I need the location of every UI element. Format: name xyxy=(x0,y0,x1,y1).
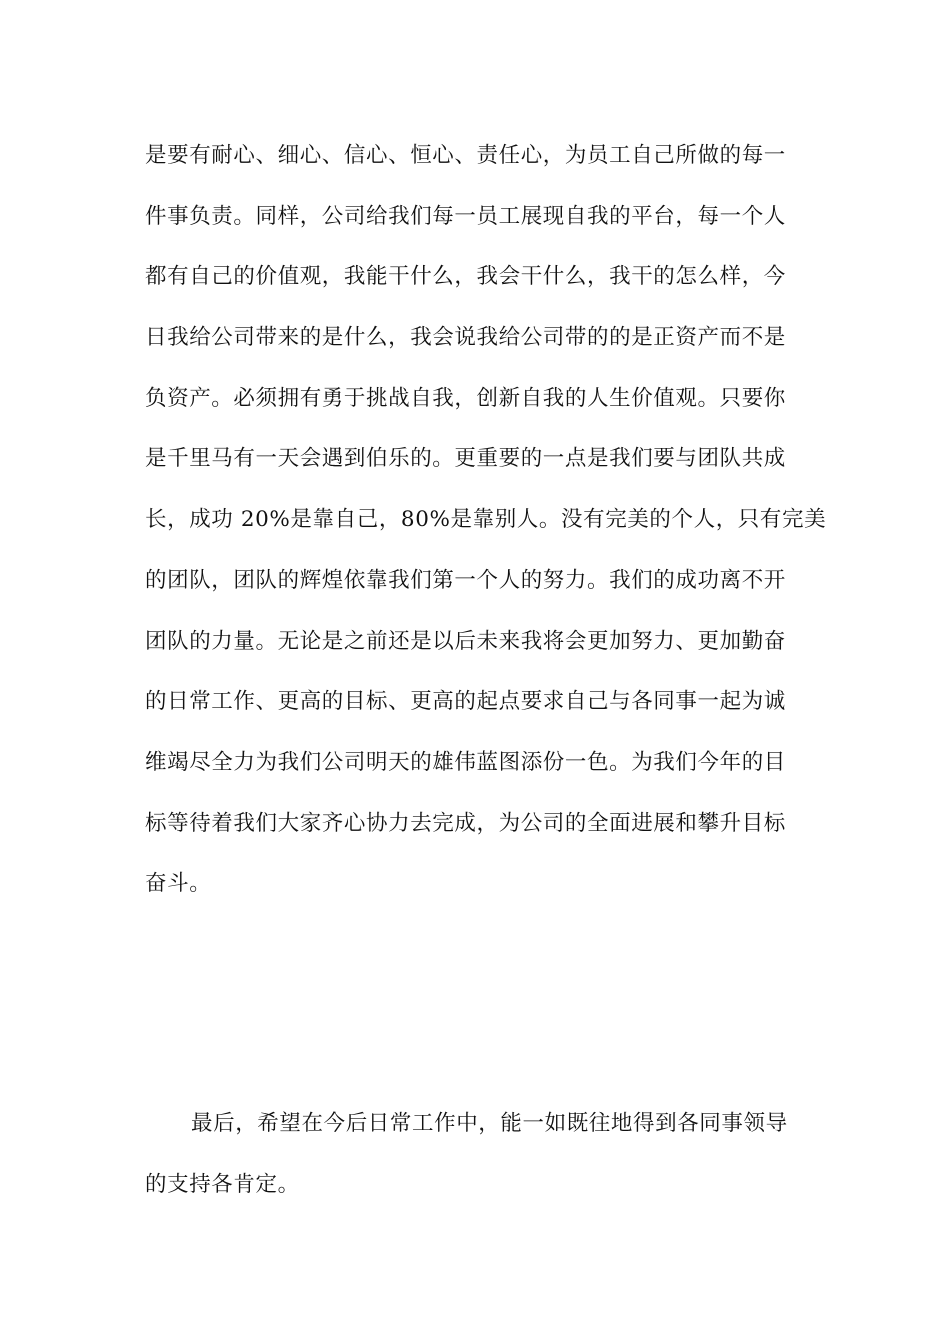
text-line: 团队的力量。无论是之前还是以后未来我将会更加努力、更加勤奋 xyxy=(145,628,786,654)
text-line: 长，成功 20%是靠自己，80%是靠别人。没有完美的个人，只有完美 xyxy=(145,507,827,533)
text-line: 的支持各肯定。 xyxy=(145,1171,300,1197)
paragraph-1 xyxy=(145,126,827,915)
text-line: 负资产。必须拥有勇于挑战自我，创新自我的人生价值观。只要你 xyxy=(145,385,786,411)
paragraph-2 xyxy=(145,1094,815,1215)
text-line: 是要有耐心、细心、信心、恒心、责任心，为员工自己所做的每一 xyxy=(145,143,786,168)
text-line: 维竭尽全力为我们公司明天的雄伟蓝图添份一色。为我们今年的目 xyxy=(145,749,786,775)
text-line: 件事负责。同样，公司给我们每一员工展现自我的平台，每一个人 xyxy=(145,203,786,229)
text-line: 最后，希望在今后日常工作中，能一如既往地得到各同事领导 xyxy=(191,1111,788,1136)
text-line: 的日常工作、更高的目标、更高的起点要求自己与各同事一起为诚 xyxy=(145,689,786,715)
text-line: 都有自己的价值观，我能干什么，我会干什么，我干的怎么样，今 xyxy=(145,264,786,290)
text-line: 是千里马有一天会遇到伯乐的。更重要的一点是我们要与团队共成 xyxy=(145,446,786,472)
text-line: 奋斗。 xyxy=(145,871,212,897)
text-line: 标等待着我们大家齐心协力去完成，为公司的全面进展和攀升目标 xyxy=(145,810,786,836)
text-line: 日我给公司带来的是什么，我会说我给公司带的的是正资产而不是 xyxy=(145,325,786,351)
text-line: 的团队，团队的辉煌依靠我们第一个人的努力。我们的成功离不开 xyxy=(145,567,786,593)
